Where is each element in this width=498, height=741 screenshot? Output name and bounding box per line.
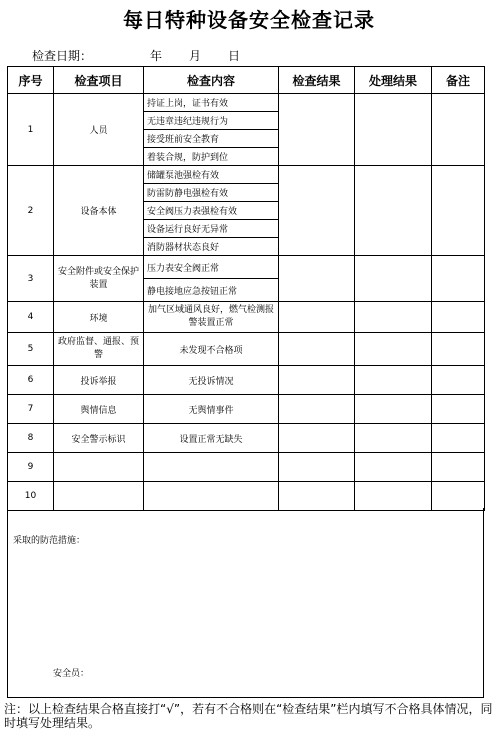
safety-officer-label: 安全员： (53, 669, 90, 679)
row-item: 环境 (54, 302, 144, 333)
row-item: 设备本体 (54, 166, 144, 256)
row-item: 安全附件或安全保护装置 (54, 256, 144, 302)
row-no: 2 (8, 166, 54, 256)
row-content (144, 482, 279, 511)
handling-cell[interactable] (355, 453, 432, 482)
handling-cell[interactable] (355, 302, 432, 333)
row-no: 10 (8, 482, 54, 511)
row-item (54, 482, 144, 511)
remarks-cell[interactable] (432, 333, 485, 366)
remarks-cell[interactable] (432, 453, 485, 482)
row-no: 7 (8, 395, 54, 424)
header-result: 检查结果 (279, 67, 355, 94)
remarks-cell[interactable] (432, 395, 485, 424)
result-cell[interactable] (279, 453, 355, 482)
result-cell[interactable] (279, 302, 355, 333)
table-row (8, 366, 485, 395)
row-content: 未发现不合格项 (144, 333, 279, 366)
row-no: 6 (8, 366, 54, 395)
measures-box[interactable] (7, 508, 484, 698)
handling-cell[interactable] (355, 256, 432, 302)
row-content: 压力表安全阀正常 (144, 256, 279, 279)
handling-cell[interactable] (355, 482, 432, 511)
table-row (8, 424, 485, 453)
handling-cell[interactable] (355, 333, 432, 366)
remarks-cell[interactable] (432, 424, 485, 453)
row-content: 防雷防静电强检有效 (144, 184, 279, 202)
measures-label: 采取的防范措施： (13, 536, 86, 546)
row-item: 人员 (54, 94, 144, 166)
row-content: 着装合规，防护到位 (144, 148, 279, 166)
row-content: 无舆情事件 (144, 395, 279, 424)
result-cell[interactable] (279, 256, 355, 302)
row-content: 无投诉情况 (144, 366, 279, 395)
row-item (54, 453, 144, 482)
table-row (8, 453, 485, 482)
handling-cell[interactable] (355, 366, 432, 395)
handling-cell[interactable] (355, 424, 432, 453)
row-content: 安全阀压力表强检有效 (144, 202, 279, 220)
table-row (8, 302, 485, 333)
result-cell[interactable] (279, 482, 355, 511)
table-row (8, 166, 485, 184)
row-content: 无违章违纪违规行为 (144, 112, 279, 130)
row-content (144, 453, 279, 482)
handling-cell[interactable] (355, 94, 432, 166)
row-content: 储罐泵池强检有效 (144, 166, 279, 184)
table-row (8, 395, 485, 424)
row-content: 消防器材状态良好 (144, 238, 279, 256)
remarks-cell[interactable] (432, 366, 485, 395)
remarks-cell[interactable] (432, 482, 485, 511)
footnote: 注：以上检查结果合格直接打“√”，若有不合格则在“检查结果”栏内填写不合格具体情况，同时填写处理结果。 (4, 702, 493, 730)
row-content: 持证上岗，证书有效 (144, 94, 279, 112)
header-content: 检查内容 (144, 67, 279, 94)
header-remarks: 备注 (432, 67, 485, 94)
row-content: 静电接地应急按钮正常 (144, 279, 279, 302)
page-title: 每日特种设备安全检查记录 (123, 8, 375, 32)
result-cell[interactable] (279, 166, 355, 256)
table-row (8, 482, 485, 511)
result-cell[interactable] (279, 424, 355, 453)
row-no: 8 (8, 424, 54, 453)
row-content: 设置正常无缺失 (144, 424, 279, 453)
date-day-label: 日 (228, 49, 241, 63)
result-cell[interactable] (279, 395, 355, 424)
remarks-cell[interactable] (432, 94, 485, 166)
header-item: 检查项目 (54, 67, 144, 94)
date-year-label: 年 (150, 49, 163, 63)
inspection-table (7, 66, 485, 511)
table-row (8, 94, 485, 112)
table-row (8, 333, 485, 366)
remarks-cell[interactable] (432, 302, 485, 333)
date-month-label: 月 (189, 49, 202, 63)
handling-cell[interactable] (355, 395, 432, 424)
row-content: 设备运行良好无异常 (144, 220, 279, 238)
table-row (8, 256, 485, 279)
result-cell[interactable] (279, 333, 355, 366)
remarks-cell[interactable] (432, 166, 485, 256)
result-cell[interactable] (279, 366, 355, 395)
remarks-cell[interactable] (432, 256, 485, 302)
row-no: 5 (8, 333, 54, 366)
row-item: 安全警示标识 (54, 424, 144, 453)
row-content: 加气区域通风良好，燃气检测报警装置正常 (144, 302, 279, 333)
row-no: 9 (8, 453, 54, 482)
row-no: 1 (8, 94, 54, 166)
row-content: 接受班前安全教育 (144, 130, 279, 148)
row-item: 投诉举报 (54, 366, 144, 395)
result-cell[interactable] (279, 94, 355, 166)
row-item: 政府监督、通报、预警 (54, 333, 144, 366)
row-item: 舆情信息 (54, 395, 144, 424)
header-handling: 处理结果 (355, 67, 432, 94)
header-row (8, 67, 485, 94)
handling-cell[interactable] (355, 166, 432, 256)
row-no: 3 (8, 256, 54, 302)
header-no: 序号 (8, 67, 54, 94)
date-label: 检查日期： (32, 49, 93, 63)
row-no: 4 (8, 302, 54, 333)
